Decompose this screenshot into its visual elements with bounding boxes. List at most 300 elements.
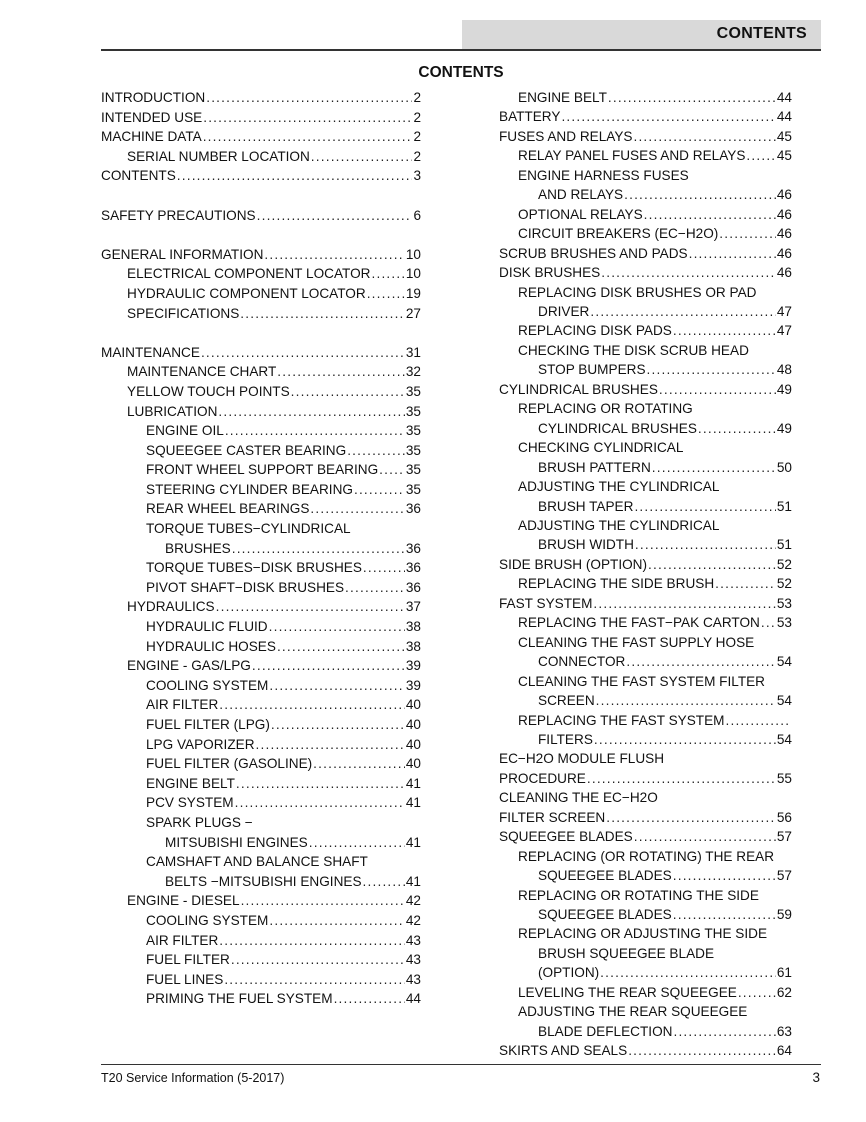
toc-leader-dots: [232, 539, 405, 559]
toc-entry-page: 54: [776, 654, 792, 670]
toc-entry-page: 3: [413, 168, 421, 184]
toc-leader-dots: [761, 613, 776, 632]
toc-entry-page: 53: [776, 615, 792, 631]
toc-entry[interactable]: [101, 617, 421, 637]
toc-entry-label: HYDRAULIC HOSES: [146, 637, 276, 657]
toc-entry[interactable]: [499, 166, 792, 185]
toc-entry-page: 35: [405, 423, 421, 439]
toc-leader-dots: [594, 730, 776, 749]
toc-entry[interactable]: [101, 872, 421, 892]
toc-entry-label: LUBRICATION: [127, 402, 217, 422]
toc-leader-dots: [310, 499, 404, 519]
toc-entry-page: 40: [405, 697, 421, 713]
toc-leader-dots: [311, 147, 413, 167]
toc-entry[interactable]: [499, 1022, 792, 1041]
toc-leader-dots: [347, 441, 405, 461]
toc-entry[interactable]: [101, 911, 421, 931]
toc-entry[interactable]: [101, 441, 421, 461]
toc-entry-label: ENGINE BELT: [518, 88, 607, 107]
toc-leader-dots: [673, 905, 776, 924]
toc-entry[interactable]: [499, 224, 792, 243]
toc-entry-page: 2: [413, 90, 421, 105]
toc-entry[interactable]: [101, 793, 421, 813]
toc-entry[interactable]: [101, 852, 421, 872]
toc-leader-dots: [715, 574, 776, 593]
toc-entry[interactable]: [499, 613, 792, 632]
toc-entry[interactable]: [499, 672, 792, 691]
toc-entry-page: 54: [776, 693, 792, 709]
toc-leader-dots: [600, 963, 776, 982]
toc-entry[interactable]: [499, 652, 792, 671]
toc-entry-page: 61: [776, 965, 792, 981]
toc-entry-label: AND RELAYS: [538, 185, 623, 204]
header-rule: [101, 49, 821, 51]
toc-entry[interactable]: [101, 656, 421, 676]
header-title: CONTENTS: [716, 25, 807, 42]
toc-leader-dots: [271, 715, 405, 735]
toc-entry-label: SCREEN: [538, 691, 595, 710]
toc-entry[interactable]: [101, 382, 421, 402]
toc-entry-page: 63: [776, 1023, 792, 1039]
toc-entry-page: 57: [776, 868, 792, 884]
toc-entry[interactable]: [499, 419, 792, 438]
toc-entry-page: 2: [413, 148, 421, 164]
toc-entry-page: 2: [413, 129, 421, 145]
toc-entry-label: ENGINE BELT: [146, 774, 235, 794]
toc-entry-label: MAINTENANCE: [101, 343, 200, 363]
toc-leader-dots: [624, 185, 776, 204]
toc-entry-page: 46: [776, 226, 792, 242]
toc-entry-label: CYLINDRICAL BRUSHES: [538, 419, 697, 438]
toc-entry-label: FILTERS: [538, 730, 593, 749]
toc-entry-page: 39: [405, 658, 421, 674]
toc-entry-page: 10: [405, 266, 421, 282]
toc-entry[interactable]: [101, 833, 421, 853]
toc-entry[interactable]: [101, 166, 421, 186]
toc-leader-dots: [240, 304, 405, 324]
toc-entry[interactable]: [101, 480, 421, 500]
toc-entry[interactable]: [499, 963, 792, 982]
toc-entry-page: 37: [405, 599, 421, 615]
toc-leader-dots: [218, 402, 404, 422]
toc-entry-page: 57: [776, 829, 792, 845]
toc-entry-page: 19: [405, 285, 421, 301]
toc-entry-page: 44: [776, 90, 792, 105]
toc-entry-page: 45: [776, 128, 792, 144]
toc-entry[interactable]: [499, 633, 792, 652]
toc-leader-dots: [725, 711, 791, 730]
toc-entry-label: FILTER SCREEN: [499, 808, 605, 827]
toc-entry-label: SAFETY PRECAUTIONS: [101, 206, 256, 226]
toc-leader-dots: [652, 458, 776, 477]
toc-entry-label: REPLACING THE FAST SYSTEM: [518, 711, 724, 730]
toc-entry[interactable]: [499, 341, 792, 360]
toc-leader-dots: [659, 380, 776, 399]
toc-entry-label: TORQUE TUBES−CYLINDRICAL: [146, 521, 351, 537]
toc-entry-label: REPLACING THE SIDE BRUSH: [518, 574, 714, 593]
toc-entry[interactable]: [499, 866, 792, 885]
toc-entry[interactable]: [101, 597, 421, 617]
toc-entry-label: INTENDED USE: [101, 108, 202, 128]
toc-entry[interactable]: [101, 362, 421, 382]
toc-leader-dots: [689, 244, 776, 263]
toc-entry[interactable]: [101, 343, 421, 363]
toc-entry[interactable]: [101, 284, 421, 304]
toc-entry-label: HYDRAULIC COMPONENT LOCATOR: [127, 284, 366, 304]
toc-leader-dots: [354, 480, 405, 500]
toc-entry[interactable]: [499, 185, 792, 204]
toc-entry[interactable]: [499, 924, 792, 943]
toc-entry[interactable]: [499, 107, 792, 126]
toc-leader-dots: [648, 555, 776, 574]
toc-entry-label: FAST SYSTEM: [499, 594, 592, 613]
toc-entry[interactable]: [101, 127, 421, 147]
toc-entry-label: ADJUSTING THE REAR SQUEEGEE: [518, 1004, 748, 1020]
toc-entry[interactable]: [499, 458, 792, 477]
toc-entry-page: 50: [776, 459, 792, 475]
toc-leader-dots: [256, 735, 405, 755]
toc-leader-dots: [596, 691, 776, 710]
toc-leader-dots: [264, 245, 404, 265]
toc-entry-page: 46: [776, 265, 792, 281]
toc-entry[interactable]: [101, 147, 421, 167]
toc-entry[interactable]: [499, 244, 792, 263]
toc-entry[interactable]: [499, 574, 792, 593]
toc-entry-label: ENGINE - DIESEL: [127, 891, 240, 911]
toc-entry[interactable]: [101, 774, 421, 794]
toc-entry-page: 27: [405, 305, 421, 321]
toc-entry-label: REPLACING (OR ROTATING) THE REAR: [518, 848, 775, 864]
toc-entry-page: 51: [776, 498, 792, 514]
toc-entry-page: 38: [405, 638, 421, 654]
toc-entry-page: 32: [405, 364, 421, 380]
toc-entry-label: SIDE BRUSH (OPTION): [499, 555, 647, 574]
toc-leader-dots: [587, 769, 776, 788]
toc-entry[interactable]: [101, 931, 421, 951]
toc-leader-dots: [241, 891, 405, 911]
toc-leader-dots: [236, 774, 405, 794]
toc-entry-page: 64: [776, 1043, 792, 1059]
toc-entry-label: REPLACING DISK BRUSHES OR PAD: [518, 284, 757, 300]
toc-entry-page: 40: [405, 736, 421, 752]
toc-entry[interactable]: [499, 847, 792, 866]
toc-entry-page: 42: [405, 893, 421, 909]
toc-entry-label: CONNECTOR: [538, 652, 625, 671]
toc-entry-page: 53: [776, 595, 792, 611]
toc-entry-page: 51: [776, 537, 792, 553]
toc-leader-dots: [633, 127, 775, 146]
toc-entry[interactable]: [499, 594, 792, 613]
toc-entry[interactable]: [101, 735, 421, 755]
toc-leader-dots: [635, 535, 776, 554]
toc-leader-dots: [313, 754, 405, 774]
toc-entry-page: 41: [405, 775, 421, 791]
toc-entry-page: 36: [405, 540, 421, 556]
toc-entry[interactable]: [499, 769, 792, 788]
toc-entry-label: INTRODUCTION: [101, 88, 205, 108]
toc-leader-dots: [235, 793, 405, 813]
toc-entry[interactable]: [499, 88, 792, 107]
toc-entry[interactable]: [101, 754, 421, 774]
toc-entry-page: 36: [405, 579, 421, 595]
toc-leader-dots: [224, 970, 405, 990]
toc-entry-page: 40: [405, 756, 421, 772]
toc-entry[interactable]: [499, 808, 792, 827]
toc-leader-dots: [626, 652, 776, 671]
toc-entry[interactable]: [499, 516, 792, 535]
toc-entry[interactable]: [499, 535, 792, 554]
toc-entry-page: 35: [405, 383, 421, 399]
toc-entry-label: ADJUSTING THE CYLINDRICAL: [518, 517, 720, 533]
toc-entry-page: 41: [405, 795, 421, 811]
footer-page-number: 3: [812, 1070, 820, 1085]
toc-entry-page: 49: [776, 420, 792, 436]
toc-left-column: [101, 88, 421, 1009]
toc-entry[interactable]: [499, 321, 792, 340]
toc-entry[interactable]: [499, 983, 792, 1002]
toc-entry[interactable]: [499, 1002, 792, 1021]
toc-leader-dots: [177, 166, 413, 186]
toc-entry-label: MACHINE DATA: [101, 127, 202, 147]
toc-leader-dots: [738, 983, 776, 1002]
toc-entry-label: EC−H2O MODULE FLUSH: [499, 751, 665, 767]
toc-leader-dots: [291, 382, 405, 402]
toc-leader-dots: [203, 108, 412, 128]
toc-leader-dots: [719, 224, 776, 243]
toc-entry[interactable]: [499, 749, 792, 768]
toc-entry-label: ENGINE HARNESS FUSES: [518, 167, 689, 183]
toc-entry-page: 54: [776, 731, 792, 747]
toc-leader-dots: [345, 578, 405, 598]
toc-leader-dots: [277, 637, 405, 657]
toc-entry[interactable]: [499, 127, 792, 146]
toc-leader-dots: [219, 695, 405, 715]
toc-entry-page: 56: [776, 809, 792, 825]
toc-entry[interactable]: [101, 519, 421, 539]
toc-entry-label: BRUSHES: [165, 539, 231, 559]
toc-entry[interactable]: [101, 715, 421, 735]
toc-entry[interactable]: [499, 944, 792, 963]
toc-leader-dots: [379, 460, 405, 480]
toc-leader-dots: [606, 808, 776, 827]
toc-entry[interactable]: [499, 380, 792, 399]
toc-entry-page: 35: [405, 442, 421, 458]
toc-entry[interactable]: [499, 205, 792, 224]
toc-leader-dots: [216, 597, 405, 617]
toc-entry-page: 48: [776, 362, 792, 378]
toc-entry[interactable]: [499, 438, 792, 457]
toc-leader-dots: [746, 146, 775, 165]
toc-entry[interactable]: [101, 637, 421, 657]
toc-entry-label: ADJUSTING THE CYLINDRICAL: [518, 479, 720, 495]
toc-entry-label: BATTERY: [499, 107, 560, 126]
toc-entry-label: REPLACING THE FAST−PAK CARTON: [518, 613, 760, 632]
toc-entry-label: SQUEEGEE BLADES: [538, 866, 672, 885]
toc-entry-page: 62: [776, 984, 792, 1000]
toc-entry[interactable]: [101, 421, 421, 441]
toc-entry-page: 44: [405, 991, 421, 1007]
toc-leader-dots: [673, 1022, 775, 1041]
toc-entry[interactable]: [499, 1041, 792, 1060]
toc-entry[interactable]: [101, 578, 421, 598]
toc-entry[interactable]: [101, 813, 421, 833]
toc-entry-label: PROCEDURE: [499, 769, 586, 788]
toc-entry-label: LEVELING THE REAR SQUEEGEE: [518, 983, 737, 1002]
toc-entry-label: SQUEEGEE CASTER BEARING: [146, 441, 346, 461]
toc-entry[interactable]: [101, 695, 421, 715]
toc-leader-dots: [590, 302, 776, 321]
toc-entry-label: HYDRAULIC FLUID: [146, 617, 268, 637]
toc-entry-label: FRONT WHEEL SUPPORT BEARING: [146, 460, 378, 480]
toc-leader-dots: [673, 866, 776, 885]
toc-entry-label: SPARK PLUGS −: [146, 814, 253, 830]
toc-entry-page: 38: [405, 619, 421, 635]
toc-entry[interactable]: [499, 302, 792, 321]
toc-entry[interactable]: [499, 788, 792, 807]
toc-entry-label: HYDRAULICS: [127, 597, 215, 617]
toc-entry[interactable]: [101, 88, 421, 108]
toc-entry-page: 36: [405, 501, 421, 517]
toc-entry-page: 43: [405, 971, 421, 987]
toc-entry[interactable]: [499, 555, 792, 574]
toc-entry-page: 47: [776, 323, 792, 339]
toc-entry[interactable]: [101, 499, 421, 519]
toc-entry[interactable]: [101, 558, 421, 578]
toc-leader-dots: [334, 989, 405, 1009]
toc-entry[interactable]: [499, 146, 792, 165]
toc-entry-label: SERIAL NUMBER LOCATION: [127, 147, 310, 167]
toc-leader-dots: [203, 127, 413, 147]
toc-entry-label: CONTENTS: [101, 166, 176, 186]
toc-entry[interactable]: [101, 460, 421, 480]
toc-entry-page: 52: [776, 556, 792, 572]
toc-entry[interactable]: [499, 283, 792, 302]
toc-entry-label: PCV SYSTEM: [146, 793, 234, 813]
toc-leader-dots: [269, 911, 405, 931]
toc-entry[interactable]: [101, 402, 421, 422]
toc-entry-label: COOLING SYSTEM: [146, 911, 268, 931]
toc-leader-dots: [593, 594, 775, 613]
toc-entry-label: SKIRTS AND SEALS: [499, 1041, 627, 1060]
toc-entry-label: DISK BRUSHES: [499, 263, 600, 282]
toc-entry-label: COOLING SYSTEM: [146, 676, 268, 696]
toc-entry-page: 35: [405, 462, 421, 478]
toc-entry-page: 44: [776, 109, 792, 125]
toc-entry-page: 42: [405, 912, 421, 928]
toc-leader-dots: [269, 617, 405, 637]
page-title: CONTENTS: [418, 64, 504, 81]
toc-entry-label: BRUSH WIDTH: [538, 535, 634, 554]
toc-entry[interactable]: [101, 206, 421, 226]
toc-entry-page: 35: [405, 481, 421, 497]
toc-entry-label: ELECTRICAL COMPONENT LOCATOR: [127, 264, 370, 284]
toc-entry-label: CHECKING CYLINDRICAL: [518, 440, 684, 456]
toc-entry-label: REPLACING OR ROTATING: [518, 401, 693, 417]
toc-leader-dots: [277, 362, 405, 382]
toc-entry-page: 6: [413, 207, 421, 223]
toc-entry-page: 43: [405, 952, 421, 968]
toc-entry[interactable]: [101, 970, 421, 990]
toc-entry[interactable]: [101, 264, 421, 284]
toc-entry-label: AIR FILTER: [146, 695, 218, 715]
toc-entry[interactable]: [499, 730, 792, 749]
toc-leader-dots: [673, 321, 776, 340]
toc-leader-dots: [698, 419, 776, 438]
toc-entry-label: FUEL FILTER (GASOLINE): [146, 754, 312, 774]
toc-entry[interactable]: [499, 905, 792, 924]
toc-entry[interactable]: [101, 676, 421, 696]
toc-entry-label: PRIMING THE FUEL SYSTEM: [146, 989, 333, 1009]
toc-leader-dots: [371, 264, 404, 284]
toc-entry-label: SPECIFICATIONS: [127, 304, 239, 324]
toc-leader-dots: [225, 421, 405, 441]
toc-leader-dots: [231, 950, 405, 970]
toc-entry[interactable]: [101, 891, 421, 911]
toc-entry-label: GENERAL INFORMATION: [101, 245, 263, 265]
toc-entry-label: BELTS −MITSUBISHI ENGINES: [165, 872, 362, 892]
toc-entry[interactable]: [499, 263, 792, 282]
toc-entry-label: CYLINDRICAL BRUSHES: [499, 380, 658, 399]
toc-leader-dots: [628, 1041, 776, 1060]
toc-entry-page: 45: [776, 148, 792, 164]
toc-entry-label: BRUSH PATTERN: [538, 458, 651, 477]
toc-entry-label: BRUSH SQUEEGEE BLADE: [538, 945, 715, 961]
toc-entry-label: CLEANING THE FAST SYSTEM FILTER: [518, 673, 766, 689]
toc-leader-dots: [363, 558, 405, 578]
toc-leader-dots: [269, 676, 405, 696]
toc-entry[interactable]: [499, 827, 792, 846]
toc-entry-label: SQUEEGEE BLADES: [538, 905, 672, 924]
toc-entry[interactable]: [101, 245, 421, 265]
toc-entry[interactable]: [101, 108, 421, 128]
toc-entry-label: CIRCUIT BREAKERS (EC−H2O): [518, 224, 718, 243]
toc-entry-label: REPLACING OR ADJUSTING THE SIDE: [518, 926, 768, 942]
toc-entry-page: 52: [776, 576, 792, 592]
toc-leader-dots: [252, 656, 405, 676]
toc-entry-label: LPG VAPORIZER: [146, 735, 255, 755]
toc-entry[interactable]: [499, 691, 792, 710]
toc-entry-label: FUEL LINES: [146, 970, 223, 990]
toc-entry-page: 43: [405, 932, 421, 948]
toc-entry[interactable]: [499, 497, 792, 516]
toc-entry-page: 39: [405, 677, 421, 693]
toc-leader-dots: [257, 206, 413, 226]
toc-entry-label: CLEANING THE FAST SUPPLY HOSE: [518, 634, 755, 650]
toc-entry[interactable]: [499, 399, 792, 418]
toc-entry-label: OPTIONAL RELAYS: [518, 205, 643, 224]
toc-entry[interactable]: [101, 539, 421, 559]
toc-entry-label: AIR FILTER: [146, 931, 218, 951]
toc-entry[interactable]: [499, 711, 792, 730]
toc-leader-dots: [634, 497, 775, 516]
toc-entry[interactable]: [101, 950, 421, 970]
toc-entry-label: STEERING CYLINDER BEARING: [146, 480, 353, 500]
toc-entry-page: 36: [405, 560, 421, 576]
toc-entry[interactable]: [101, 304, 421, 324]
toc-leader-dots: [644, 205, 776, 224]
toc-entry[interactable]: [499, 477, 792, 496]
toc-entry-label: ENGINE - GAS/LPG: [127, 656, 251, 676]
toc-entry-label: BRUSH TAPER: [538, 497, 633, 516]
toc-entry[interactable]: [499, 360, 792, 379]
toc-entry-page: 31: [405, 344, 421, 360]
toc-entry[interactable]: [101, 989, 421, 1009]
toc-entry-label: BLADE DEFLECTION: [538, 1022, 672, 1041]
toc-entry-page: 41: [405, 834, 421, 850]
toc-leader-dots: [201, 343, 405, 363]
toc-entry[interactable]: [499, 886, 792, 905]
toc-entry-label: FUEL FILTER (LPG): [146, 715, 270, 735]
